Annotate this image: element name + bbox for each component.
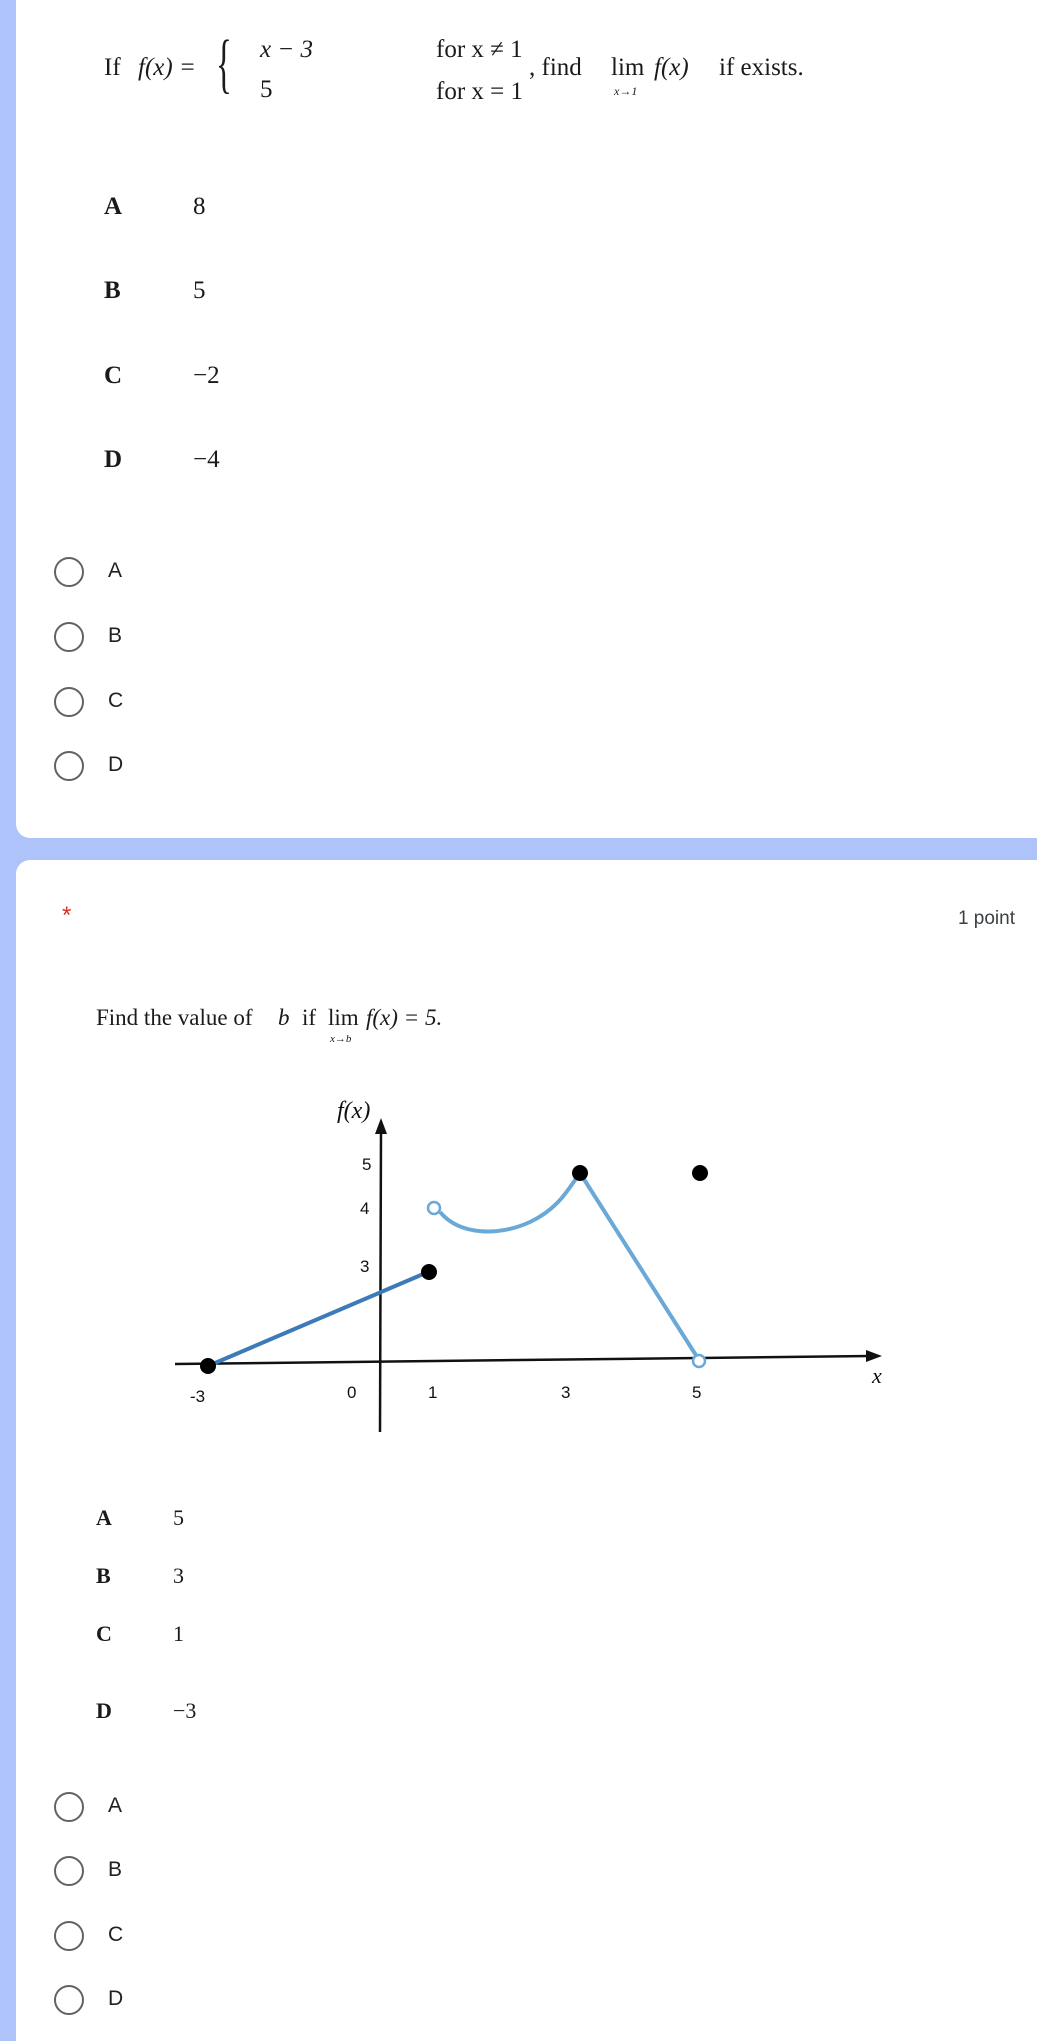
choice-letter: A bbox=[96, 1505, 112, 1530]
radio-button[interactable] bbox=[54, 622, 84, 652]
q2-text-start: Find the value of bbox=[96, 1005, 253, 1030]
open-point bbox=[428, 1202, 440, 1214]
radio-label: A bbox=[108, 1794, 123, 1817]
q1-lim-func: f(x) bbox=[654, 54, 689, 81]
radio-option-c[interactable] bbox=[16, 681, 416, 729]
y-tick-label: 5 bbox=[362, 1155, 372, 1174]
radio-option-a[interactable] bbox=[16, 1786, 416, 1834]
x-tick-label: 5 bbox=[692, 1383, 702, 1402]
choice-letter: B bbox=[96, 1563, 111, 1588]
radio-label: D bbox=[108, 1987, 124, 2010]
choice-value: 5 bbox=[193, 277, 206, 304]
q2-lim-rhs: f(x) = 5. bbox=[366, 1005, 443, 1030]
q1-formula bbox=[16, 0, 1016, 130]
x-tick-label: 1 bbox=[428, 1383, 438, 1402]
y-axis bbox=[380, 1130, 381, 1432]
x-tick-label: -3 bbox=[190, 1387, 206, 1406]
radio-option-d[interactable] bbox=[16, 745, 416, 793]
closed-point bbox=[692, 1165, 708, 1181]
y-tick-label: 3 bbox=[360, 1257, 370, 1276]
choice-letter: B bbox=[104, 277, 121, 304]
q1-find: , find bbox=[529, 54, 582, 81]
radio-label: C bbox=[108, 1923, 124, 1946]
radio-option-a[interactable] bbox=[16, 551, 416, 599]
choice-letter: D bbox=[96, 1698, 112, 1723]
q1-lim: lim bbox=[611, 54, 645, 81]
function-graph bbox=[160, 1080, 900, 1440]
radio-button[interactable] bbox=[54, 1921, 84, 1951]
question-card-2 bbox=[16, 860, 1037, 2041]
q1-func: f(x) = bbox=[138, 54, 196, 81]
closed-point bbox=[572, 1165, 588, 1181]
x-tick-label: 0 bbox=[347, 1383, 357, 1402]
choice-value: 8 bbox=[193, 193, 206, 220]
points-label: 1 point bbox=[957, 908, 1015, 929]
choice-value: −3 bbox=[173, 1698, 197, 1723]
choice-value: 1 bbox=[173, 1621, 184, 1646]
radio-label: A bbox=[108, 559, 123, 582]
radio-button[interactable] bbox=[54, 1985, 84, 2015]
x-axis-arrow-icon bbox=[866, 1350, 882, 1362]
curve-segment bbox=[440, 1173, 580, 1231]
x-axis-label: x bbox=[872, 1363, 882, 1388]
q2-text-if: if bbox=[302, 1005, 317, 1030]
line-segment-right bbox=[580, 1173, 699, 1360]
radio-label: B bbox=[108, 1858, 123, 1881]
line-segment-left bbox=[208, 1272, 428, 1366]
open-point bbox=[693, 1355, 705, 1367]
required-marker: * bbox=[62, 902, 72, 929]
q1-case1-cond: for x ≠ 1 bbox=[436, 36, 523, 63]
x-tick-label: 3 bbox=[561, 1383, 571, 1402]
q1-tail: if exists. bbox=[719, 54, 804, 81]
q1-case2-expr: 5 bbox=[260, 76, 273, 103]
choice-value: −4 bbox=[193, 446, 220, 473]
q2-var-b: b bbox=[278, 1005, 290, 1030]
choice-value: −2 bbox=[193, 362, 220, 389]
radio-label: B bbox=[108, 624, 123, 647]
q2-lim-sub: x→b bbox=[330, 1033, 352, 1045]
x-axis bbox=[175, 1356, 870, 1364]
y-axis-label: f(x) bbox=[337, 1098, 371, 1124]
radio-button[interactable] bbox=[54, 1856, 84, 1886]
q1-if: If bbox=[104, 54, 121, 81]
radio-label: C bbox=[108, 689, 124, 712]
choice-value: 5 bbox=[173, 1505, 184, 1530]
radio-option-b[interactable] bbox=[16, 1850, 416, 1898]
radio-button[interactable] bbox=[54, 751, 84, 781]
y-axis-arrow-icon bbox=[375, 1118, 387, 1134]
radio-label: D bbox=[108, 753, 124, 776]
choice-letter: D bbox=[104, 446, 123, 473]
y-tick-label: 4 bbox=[360, 1199, 370, 1218]
radio-button[interactable] bbox=[54, 1792, 84, 1822]
closed-point bbox=[421, 1264, 437, 1280]
q1-case1-expr: x − 3 bbox=[260, 36, 313, 63]
choice-value: 3 bbox=[173, 1563, 184, 1588]
q2-text bbox=[16, 860, 1016, 1060]
choice-letter: C bbox=[96, 1621, 112, 1646]
q2-lim: lim bbox=[328, 1005, 359, 1030]
choice-letter: A bbox=[104, 193, 123, 220]
radio-option-b[interactable] bbox=[16, 616, 416, 664]
choice-letter: C bbox=[104, 362, 123, 389]
q1-lim-sub: x→1 bbox=[614, 84, 638, 98]
radio-option-d[interactable] bbox=[16, 1979, 416, 2027]
q1-case2-cond: for x = 1 bbox=[436, 78, 523, 105]
radio-option-c[interactable] bbox=[16, 1915, 416, 1963]
brace: { bbox=[216, 27, 232, 100]
radio-button[interactable] bbox=[54, 687, 84, 717]
question-card-1 bbox=[16, 0, 1037, 838]
radio-button[interactable] bbox=[54, 557, 84, 587]
closed-point bbox=[200, 1358, 216, 1374]
